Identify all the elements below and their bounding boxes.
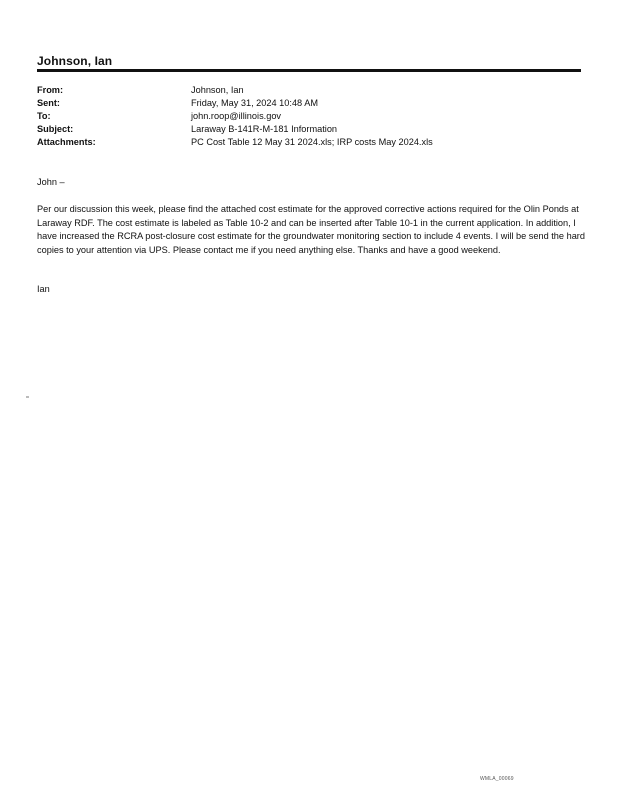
header-row-attachments xyxy=(37,136,433,149)
email-signoff: Ian xyxy=(37,284,50,294)
email-header-block xyxy=(37,84,433,149)
to-value: john.roop@illinois.gov xyxy=(191,111,282,121)
from-value: Johnson, Ian xyxy=(191,85,244,95)
email-body-paragraph: Per our discussion this week, please find the attached cost estimate for the approved corrective actions required for the Olin Ponds at Laraway RDF. The cost estimate is labeled as Table 10-2 and can be inserted after Table 10-1 in the current application. In addition, I have increased the RCRA post-closure cost estimate for the groundwater monitoring section to include 4 events. I will be send the hard copies to your attention via UPS. Please contact me if you need anything else. Thanks and have a good weekend. xyxy=(37,204,585,255)
sent-value: Friday, May 31, 2024 10:48 AM xyxy=(191,98,318,108)
bates-stamp: WMLA_00069 xyxy=(480,776,514,782)
attachments-value: PC Cost Table 12 May 31 2024.xls; IRP costs May 2024.xls xyxy=(191,137,433,147)
header-row-from xyxy=(37,84,433,97)
header-divider xyxy=(37,69,581,72)
sent-label: Sent: xyxy=(37,98,60,108)
subject-value: Laraway B-141R-M-181 Information xyxy=(191,124,338,134)
subject-label: Subject: xyxy=(37,124,74,134)
sender-name-heading: Johnson, Ian xyxy=(37,54,113,68)
from-label: From: xyxy=(37,85,64,95)
header-row-to xyxy=(37,110,433,123)
email-salutation: John – xyxy=(37,177,65,187)
to-label: To: xyxy=(37,111,51,121)
header-row-subject xyxy=(37,123,433,136)
header-row-sent xyxy=(37,97,433,110)
scan-speck xyxy=(26,396,29,398)
attachments-label: Attachments: xyxy=(37,137,96,147)
